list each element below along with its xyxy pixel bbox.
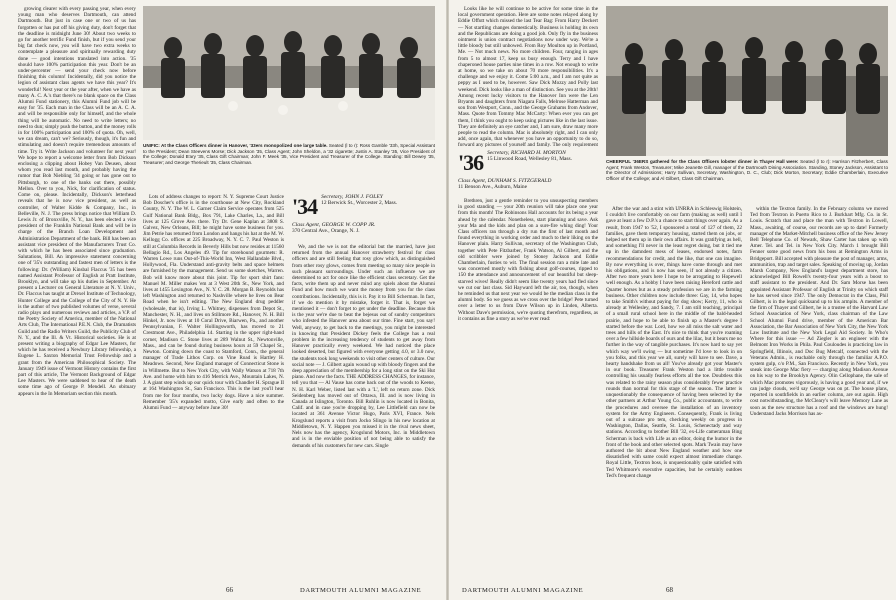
right-col3-text: within the Textron family. In the February column we moved Ted from Textron in Puerto Rico to J. Burkhart Mfg. Co. in St. Louis. Scratch that and place the man with Textron in Lowell, Mass., awaiting, of course, our records are up to date! Formerly manager of the Market-Mitchell business office of the New Jersey Bell Telephone Co. of Newark, Shaw Carter has taken up with Amer. Tel. and Tel. in New York City. March 1 brought Bill Fenner some good news from his boss at Remington Arms in Bridgeport. Bill accepted with pleasure the post of manager, arms, ammunition, trap and target sales. Speaking of moving up, Jordan Marsh Company, New England's largest department store, has acknowledged Bill Rowell's twenty-four years with a boost to staff assistant to the president. And Dr. Sam Morse has been appointed Assistant Professor of English at Trinity on which staff he has served since 1947. The only Democrat in the Class, Phil Gilbert, is in the legal quicksand up to his armpits. A member of the firm of Thayer and Gilbert, he is a trustee of the Harvard Law School Association of New York, class chairman of the Law School Alumni Fund drive, member of the American Bar Association, the Bar Association of New York City, the New York Law Institute and the New York Legal Aid Society. In Who's Where for this issue — Ad Ziegler is an engineer with the Belmont Iron Works in Phila. Paul Couloudes is practicing law in Springfield, Illinois, and Doc Bug Metcalf, connected with the Veterans Admin., is reachable only through the familiar A.P.O. system gulp, c/o P.M., San Francisco. Recently in New York, you sneak into George Mac fiery — charging along Madison Avenue on his way to the Brooklyn Agency. Olin Cellophane, the sale of which Mac promotes vigorously, is having a good year and, if we can judge clouds, we'd say George was on pt. The house plans, reported in southfields in an earlier column, are out again. High cost notwithstanding, the McCleary's will leave Memory Lane as soon as the new structure has a roof and the windows are hung! Understand Jacks Morrison has as- — [750, 206, 888, 417]
class-officers-photo-36 — [606, 6, 888, 156]
left-column-3 — [292, 244, 435, 580]
class-36-header — [458, 150, 598, 196]
caption-body-36: Seated (l to r): Harrison Fitzherbert, Class Agent; Frank Weston, Treasurer; Mike Jeanette Gill, manager of the Dartmouth Dining Association. Standing, Stoney Jackson, Assistant to the Director of Admissions; Harry Sullivan, Secretary, Washington, D. C., Club; Dick Morton, Secretary; Eddie Chamberlain, Executive Officer of the College; and Al Gilbert, Class Gift Chairman. — [606, 159, 888, 181]
group-photo-image-36 — [606, 6, 888, 156]
class-year-36: '36 — [458, 150, 484, 175]
caption-lead-33: UNIFIC: At the Class Officers dinner in Hanover, '33ers monopolized one large table. — [143, 143, 328, 148]
class-34-header — [292, 194, 435, 242]
right-page-number: 68 — [666, 586, 673, 594]
photo-caption-33 — [143, 143, 435, 191]
left-column-1 — [18, 6, 136, 580]
right-col1b-text: Brethren, just a gentle reminder to you unsuspecting members in good standing — your 20th reunion will take place one year from this month! The Robinsons Hall accounts for its being a year ahead by the calendar. Nonetheless, start planning and save. Ask your Ma and the kids and plan on a sure-fire whing ding! Your Class officers ran through a dry run the first of last month and found everything in working order and much to their liking on the Hanover plain. Harry Sullivan, secretary of the Washington Club, together with Pete Fitzbarber, Frank Watson, Al Gilbert, and the old scribbler were joined by Stoney Jackson and Eddie Chamberlain, fusties to wit. The final session ran a mite late and was concerned mostly with fishing about golf-courses, ripped to 150 the attendance and announcement of our beautiful but sleep-starved wives! Really didn't seem like twenty years had fled since we cut our last class. Sid Hayward left the air, too, though, when he reminded us that next year we would be the median class in the alumni body. So we guess as we cross over the bridge! Pete turned over a letter to us from Dave Wilson up in Linden, Alberta. Without Dave's permission, we're quoting therefrom, regardless, as it contains as fine a story as we've ever read: — [458, 198, 598, 322]
left-running-footer: DARTMOUTH ALUMNI MAGAZINE — [300, 587, 422, 594]
right-running-footer: DARTMOUTH ALUMNI MAGAZINE — [462, 587, 584, 594]
class-year-34: '34 — [292, 194, 318, 219]
class-agent-36: Class Agent, DUNHAM S. FITZGERALD — [458, 178, 552, 184]
left-col2-text: Lots of address changes to report: N. Y. Supreme Court Justice Bob Doscher's office is in the courthouse at New City, Rockland County, N. Y. The W. L. Garner Claim Service operates from 525 Gulf National Bank Bldg., Box 791, Lake Charles, La., and Bill lives at 125 Grove Ave. there. Try Dr. Gene Kaplan at 3808 S. Galvez, New Orleans, Bill; he might have some business for you. Jim Petrie has returned from London and hangs his hat at the M. W. Kellogg Co. offices at 225 Broadway, N. Y. C. 7. Paul Weston is still at Columbia Records in Beverly Hills but now resides at 11560 Bellagio Rd., Los Angeles 49. Tip for storehound gourmets: R. Warren Lowe runs Out-of-This-World Inn, West Hallandale Blvd., Hollywood, Fla. Understand anti-gravity belts and space helmets are furnished by the management. Send us some sketches, Warren. Bob will know more about this joint. Tip for sport shirt fans: Manuel M. Miller makes 'em at 3 West 20th St., New York, and lives at 1455 Lexington Ave., N. Y. C. 28. Morgan B. Reynolds has left Washington and returned to Nashville where he lives on Bear Road when he isn't editing. The New England drug peddler (wholesale, that is), Irving L. Whitney, dispenses from Depot St., Manchester, N. H., and lives on Stillmore Rd., Hanover, N. H. Bill Hinkel, Jr. now lives at 10 Coral Drive, Biarwen, Pa., and another Pennsylvanian, F. Walter Hollingsworth, has moved to 21 Crestmont Ave., Philadelphia 14. Starting in the upper right-hand corner, Madison C. Stone lives at 289 Walnut St., Newtonville, Mass., and can be found during business hours at 59 Chapel St., Newton. Coming down the coast to Stamford, Conn., the general manager of Trade Lithos Corp. on Vine Road is Hartley H. Meadows. Second, New England manager of Connecticut Stone is in Willmette. But to New York City, with Wally Watson at 718 7th Ave. and home with him to 416 Merrick Ave., Mountain Lakes, N. J. A giant step winds up our quick tour with Chandler H. Sprague II at 164 Washington St., San Francisco. This is the last you'll hear from me for four months, two lucky dogs. Have a nice summer. Remember '35's expanded motto, Give early and often to the Alumni Fund — anyway before June 30! — [143, 194, 284, 411]
class-secretary-36: Secretary, RICHARD H. MORTON — [487, 150, 566, 156]
right-page — [448, 0, 896, 600]
class-address-34: 12 Berwick St., Worcester 2, Mass. — [321, 200, 398, 206]
group-photo-image — [143, 6, 435, 140]
left-col1-text: growing clearer with every passing year, when every young man who deserves Dartmouth, can attend Dartmouth. But just in case one or two of us has forgotten or has put off his giving duty, don't forget that the deadline is midnight June 30! About two weeks to go for another terrific Fund finish, but if you send your big fat check now, you will have two extra weeks to contemplate a pleasure and spiritually rewarding duty done — good intentions translated into action. '35 should have 100% participation this year. Don't be an under-percenter — send your check now before finishing this column! Incidentally, did you notice the legion of assistant class agents we have this year? It's wonderful! Next year or the year after, when we have as many A. C. A.'s that there's no blank space on the Class Alumni Fund stationery, this Alumni Fund job will be easy for '35. Each man in the Class will be an A. C. A. and will be responsible only for himself, and the whole thing will be automatic. No need to write letters; no need to dun; simply push the button, and the money rolls in for 100% participation and 100% of quota. Oh, well, we can dream, can't we? Seriously, though, it's fun and stimulating and doesn't require tremendous amounts of time. Try it. Write Jackson and volunteer for next year! We hope to report a welcome letter from Bob Dickson enclosing a clipping about Hobey Van Deusen, about whom you read last month, and probably having the rumor that Bob Niebling '34 going or has gone out to Pittsburgh, to one of the banks out there, possibly Mellon. Over to you, Nick, for clarification of status. Come on, please. Incidentally, Dickson's letterhead reveals that he is now vice president, as well as controller, of Walter Kidde & Company, Inc., in Belleville, N. J. The press brings notice that William D. Lewis Jr. of Bronxville, N. Y., has been elected a vice president of the Franklin National Bank and will be in charge of the Branch Loan Development and Administration Department of the bank. Bill has been an assistant vice president of the Manufacturers Trust Co. with which he has been associated since graduation. Salutations, Bill. An impressive statement concerning one of '35's outstanding and fastest men of letters is the following: Dr. (William) Kinsbal Flaccus '35 has been named Assistant Professor of English at Pratt Institute, Brooklyn, and will take up his duties in September. At present a Lecturer on General Literature at N. Y. Univ., Dr. Flaccus has taught at Drexel Institute of Technology, Hunter College and the College of the City of N. Y. He is the author of two published volumes of verse, several radio plays and numerous reviews and articles, a V.P. of the Poetry Society of America, member of the National Arts Club, The International P.E.N. Club, the Dramatists Guild and the Radio Writers Guild, the Publicity Club of N. Y., and the Ill. & Vt. Historical societies. He is at present writing a biography of Edgar Lee Masters, for which he has received a Newbury Library fellowship, a Eugene L. Saxton Memorial Trust Fellowship and a grant from the American Philosophical Society. The January 1949 issue of Vermont History contains the first part of this article, The Vermont Background of Edgar Lee Masters. We were saddened to hear of the death some time ago of George P. Mendell. An obituary appears in the In Memoriam section this month. — [18, 6, 136, 397]
right-column-1 — [458, 6, 598, 148]
right-col2-text: After the war and a stint with UNRRA in Schleswig Holstein, I couldn't live comfortably on our farm (making as well) until I gave at least a few D.P.'s a chance to start things over again. As a result, from 1947 to '52, I sponsored a total of 127 of them, 22 families, gave them temporary housing, started them on jobs, or helped set them up in their own affairs. It was gratifying as hell, and something I'll never in the least regret doing, but it tied me up in the damndest mess of leases, endorsed notes, farm recommendations for credit, and the like, that one can imagine. By now everything is over, things have come through and met his obligations, and is now has seen, if not already a citizen. After two more years here I hope to be arrogating to Hopewell well enough. As a hobby I have been raising Hereford cattle and Quarter horses but as a steady profession we are in the farming business. Other children now include three: Gay, 14, who hopes to take Smith's without paying for dog show; Kerry, 11, who is already at Wellesley, and Sandy, 7. I am still teaching, principal of a small rural school here in the middle of the bald-headed prairie, and hope to be able to finish up a Master's degree I started before the war. Lord, how we all miss the salt water and trees and hills of the East. It's nice to think that you're roaming over a few hillside boards of ours and the lilac, but it bears me no further in the way of tangible purchases. It's now hard to say yet which way we'll swing — but sometime I'd love to look in on you folks, and this year we all, surely will have to see. Dave, a hearty handshake from us all! You've already got your Master's in our book. Treasurer Frank Weston had a little trouble controlling his usually fearless efforts all the toe. Doubtless this was related to the rainy season plus considerably fewer practice rounds than normal for this stage of the season. The latter is unquestionably the consequence of having been selected by the other partners at Arthur Young Co., public accountants, to write the procedures and oversee the installation of an inventory system for the Army Engineers. Consequently, Frank is living out of a suitcase pro tem, checking weekly on progress in Washington, Dallas, Seattle, St. Louis, Schenectady and way stations. According to brother Bill '32, ex-Life cameraman Bing Scherman is back with Life as an editor, doing the humor in the front of the book and other selected spots. Mark Twain may have authored the bit about New England weather and how one dissatisfied with same could expect almost immediate change. Royal Little, Textron boss, is unquestionably quite satisfied with Ted Whitmore's executive capacities, but he certainly outdoes Ted's frequent change — [606, 206, 742, 479]
right-column-1b — [458, 198, 598, 580]
class-agent-address-34: 370 Central Ave., Orange, N. J. — [292, 228, 360, 234]
class-agent-34: Class Agent, GEORGE W. COPP JR. — [292, 222, 376, 228]
class-agent-address-36: 11 Benson Ave., Auburn, Maine — [458, 184, 528, 190]
caption-lead-36: CHEERFUL '36ERS gathered for the Class Officers lobster dinner in Thayer Hall were: — [606, 159, 799, 164]
class-secretary-34: Secretary, JOHN J. FOLEY — [321, 194, 383, 200]
left-page-number: 66 — [226, 586, 233, 594]
photo-caption-36 — [606, 159, 888, 203]
right-column-2 — [606, 206, 742, 580]
right-col1-text: Looks like he will continue to be active for some time in the local government operation. Here are some notes relayed along by Eddie Offutt which missed the last Tear Bag: From Harry Deckert — Not startling changes domestically. Business is holding its own and the Republicans are doing a good job. Only fly in the business ointment is union contract negotiations now under way. We're a little bloody but still unbowed. From Roy Moulton up in Portland, Me. — Not much news. No more children. Four, ranging in ages from 5 to almost 17, keep us busy enough. Terry and I have chaperoned house parties nine times in a row. Not enough to write at home, so we take on about 70 more responsibilities. It's a challenge and we enjoy it. Come 5:00 a.m., and I am not quite as peppy as I used to be, however. Saw Dick Mozzy and Polly last weekend. Dick looks like a man of distinction. See you at the 20th! Among recent lucky visitors to the Hanover Inn were the Len Bryants and daughters from Niagara Falls, Melrose Hatterman and son from Westport, Conn., and the George Grahams from Andover, Mass. Quote from Tommy Mac McCarty: When ever you can get them, I think you ought to keep using pictures like in the last issue. They are definitely an eye catcher and, I am sure, draw many more people to read the column. Mac is absolutely right, and I can only add, once again, that whenever you have an opportunity to do so, forward any pictures of yourself and family. The only requirement — [458, 6, 598, 148]
left-column-2 — [143, 194, 284, 580]
caption-body-33: Seated (l to r): Ross Gamble '33h, Special Assistant to the President; Dean Steevens Morse; Dick Jackson '35, Class Agent; John Sheldon, a '32 cigarette; Justin A. Stanley '35, Vice President of the College; Donald B'ary '35, Class Gift Chairman; John F. Meek '35, Vice President and Treasurer of the College. Standing: Bill Dewey '35, Treasurer; and George Therieult '35, Class Chairman. — [143, 143, 435, 165]
right-column-3 — [750, 206, 888, 580]
class-address-36: 15 Linwood Road, Wellesley 81, Mass. — [487, 156, 572, 162]
class-officers-photo-33 — [143, 6, 435, 140]
left-col3-text: We, and the we is not the editorial but the married, have just returned from the annual Hanover strawberry festival for class officers and are still feeling that rosy glow which, as distinguished from other rosy glows, comes from meeting so many nice people in such pleasant surroundings. Under such an influence we are determined to act for once like the efficient class secretary. Get the facts, write them up and never mind any spiels about the Alumni Fund and how much we want the money from you for the class contributions. Incidentally, this is it. Pay it to Bill Scherman. In fact, if we do mention it by mistake, forget it. That is, forget we mentioned it — don't forget to get under the deadline. Because this is the year we're due to beat the bejesus out of sundry competitors who infested the Hanover area about our time. Fine start, you say! Well, anyway, to get back to the meetings, you might be interested in knowing that President Dickey feels the College has a real problem in the increasing tendency of students to get away from Hanover practically every weekend. We had noticed the place looked deserted, but figured with everyone getting 4.0, or 3.0 now, the students took long weekends to visit other centers of culture. Our social note — J. Gilbert again wound up with bloody fingers and the deep appreciation of the membership for a long stint on the Ski Hut piano. And now the facts. THE ADDRESS CHANGES, for instance, tell you that — Al Vause has come back out of the woods to Keene, N. H. Karl Weber, listed last with a 'L', left no return zone. Dick Seidenberg has moved out of Ottawa, Ill. and is now living in Canada at Islington, Toronto. Bill Ruhlin is now located in Bonita, Calif. and in case you're dropping by, Lee Littlefield can now be located at 361 Avenue Victor Hugo, Paris XVI, France. Nels Krogslund reports a visit from Jocko Slingo in his new location at Middletown, N. Y. Happen you missed it in the rival news sheet, Nels now has the agency, Krogslund Motors, Inc. in Middletown and is in the enviable position of not being able to satisfy the demands of his customers for new cars. Single — [292, 244, 435, 449]
